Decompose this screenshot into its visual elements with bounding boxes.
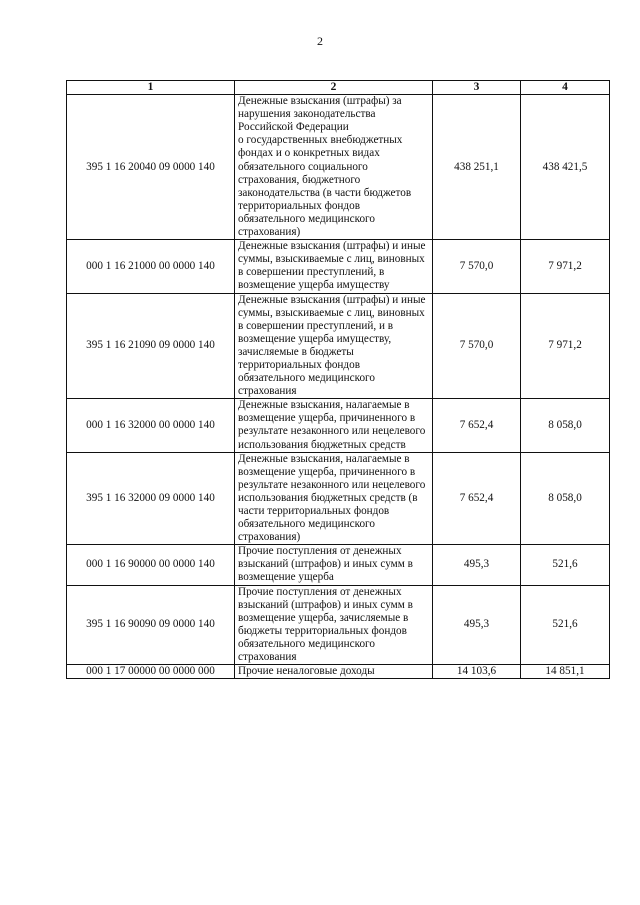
- table-row: [67, 452, 610, 545]
- revenue-name-cell: Прочие поступления от денежных взысканий (штрафов) и иных сумм в возмещение ущерба, зачисляемые в бюджеты территориальных фондов обязательного медицинского страхования: [235, 585, 433, 665]
- revenue-name-cell: Денежные взыскания (штрафы) за нарушения законодательства Российской Федерации о государственных внебюджетных фондах и о конкретных видах обязательного социального страхования, бюджетного законодательства (в части бюджетов территориальных фондов обязательного медицинского страхования): [235, 95, 433, 240]
- budget-code-cell: 000 1 16 32000 00 0000 140: [67, 399, 235, 452]
- page-number: 2: [317, 34, 323, 48]
- budget-code-cell: 000 1 16 90000 00 0000 140: [67, 545, 235, 585]
- amount-col3-cell: 495,3: [433, 545, 521, 585]
- budget-code-cell: 000 1 17 00000 00 0000 000: [67, 665, 235, 679]
- amount-col4-cell: 8 058,0: [521, 452, 610, 545]
- amount-col3-cell: 495,3: [433, 585, 521, 665]
- table-row: [67, 545, 610, 585]
- table-row: [67, 240, 610, 293]
- amount-col4-cell: 7 971,2: [521, 240, 610, 293]
- column-header-2: 2: [235, 81, 433, 95]
- table-row: [67, 293, 610, 399]
- budget-code-cell: 395 1 16 90090 09 0000 140: [67, 585, 235, 665]
- budget-revenue-table: [66, 80, 610, 679]
- table-header-row: [67, 81, 610, 95]
- amount-col3-cell: 14 103,6: [433, 665, 521, 679]
- budget-code-cell: 395 1 16 32000 09 0000 140: [67, 452, 235, 545]
- revenue-name-cell: Прочие поступления от денежных взысканий (штрафов) и иных сумм в возмещение ущерба: [235, 545, 433, 585]
- amount-col4-cell: 7 971,2: [521, 293, 610, 399]
- table-row: [67, 665, 610, 679]
- revenue-name-cell: Денежные взыскания, налагаемые в возмещение ущерба, причиненного в результате незаконного или нецелевого использования бюджетных средств: [235, 399, 433, 452]
- revenue-name-cell: Денежные взыскания, налагаемые в возмещение ущерба, причиненного в результате незаконного или нецелевого использования бюджетных средств (в части территориальных фондов обязательного медицинского страхования): [235, 452, 433, 545]
- amount-col3-cell: 438 251,1: [433, 95, 521, 240]
- amount-col4-cell: 521,6: [521, 585, 610, 665]
- column-header-1: 1: [67, 81, 235, 95]
- table-row: [67, 585, 610, 665]
- amount-col3-cell: 7 570,0: [433, 240, 521, 293]
- table-row: [67, 95, 610, 240]
- amount-col3-cell: 7 652,4: [433, 452, 521, 545]
- revenue-name-cell: Прочие неналоговые доходы: [235, 665, 433, 679]
- amount-col3-cell: 7 652,4: [433, 399, 521, 452]
- budget-code-cell: 000 1 16 21000 00 0000 140: [67, 240, 235, 293]
- amount-col4-cell: 8 058,0: [521, 399, 610, 452]
- budget-code-cell: 395 1 16 20040 09 0000 140: [67, 95, 235, 240]
- column-header-4: 4: [521, 81, 610, 95]
- column-header-3: 3: [433, 81, 521, 95]
- table-row: [67, 399, 610, 452]
- amount-col4-cell: 521,6: [521, 545, 610, 585]
- revenue-name-cell: Денежные взыскания (штрафы) и иные суммы, взыскиваемые с лиц, виновных в совершении преступлений, и в возмещение ущерба имуществу, зачисляемые в бюджеты территориальных фондов обязательного медицинского страхования: [235, 293, 433, 399]
- revenue-name-cell: Денежные взыскания (штрафы) и иные суммы, взыскиваемые с лиц, виновных в совершении преступлений, в возмещение ущерба имуществу: [235, 240, 433, 293]
- amount-col3-cell: 7 570,0: [433, 293, 521, 399]
- amount-col4-cell: 14 851,1: [521, 665, 610, 679]
- amount-col4-cell: 438 421,5: [521, 95, 610, 240]
- budget-code-cell: 395 1 16 21090 09 0000 140: [67, 293, 235, 399]
